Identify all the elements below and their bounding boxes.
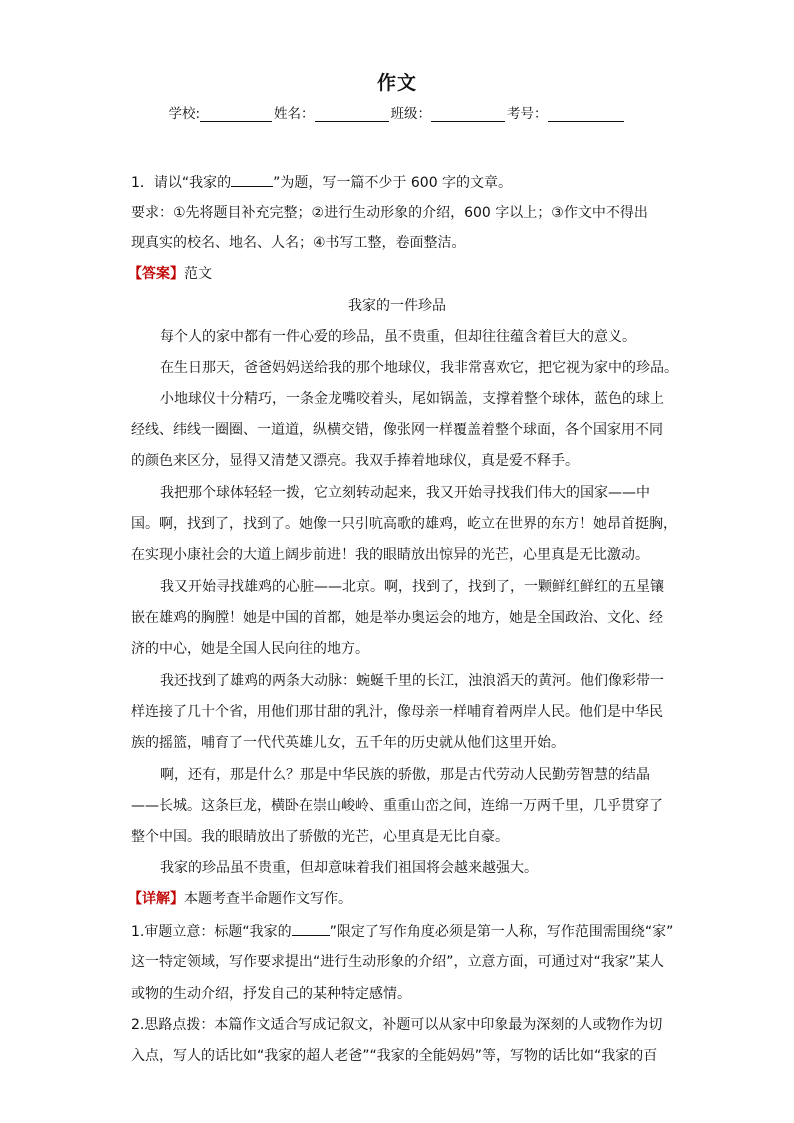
- essay-line: 在生日那天，爸爸妈妈送给我的那个地球仪，我非常喜欢它，把它视为家中的珍品。: [160, 360, 678, 376]
- question-blank: [231, 172, 273, 187]
- answer-label: 【答案】: [128, 266, 184, 282]
- name-label: 姓名：: [274, 106, 315, 122]
- answer-line: [128, 264, 212, 284]
- class-label: 班级：: [390, 106, 432, 122]
- class-blank[interactable]: [431, 107, 505, 122]
- essay-line: ——长城。这条巨龙，横卧在崇山峻岭、重重山峦之间，连绵一万两千里，几乎贯穿了: [131, 798, 663, 814]
- detail-line: 这一特定领域，写作要求提出“进行生动形象的介绍”，立意方面，可通过对“我家”某人: [131, 954, 665, 970]
- question-line: 1．请以“我家的 ”为题，写一篇不少于 600 字的文章。: [131, 172, 512, 193]
- detail-intro: 本题考查半命题作文写作。: [184, 891, 352, 907]
- detail-blank: [292, 921, 330, 936]
- essay-line: 啊，还有，那是什么？那是中华民族的骄傲，那是古代劳动人民勤劳智慧的结晶: [160, 767, 650, 783]
- school-blank[interactable]: [200, 107, 272, 122]
- essay-line: 经线、纬线一圈圈、一道道，纵横交错，像张网一样覆盖着整个球面，各个国家用不同: [131, 422, 663, 438]
- essay-line: 整个中国。我的眼睛放出了骄傲的光芒，心里真是无比自豪。: [131, 829, 509, 845]
- essay-line: 在实现小康社会的大道上阔步前进！我的眼睛放出惊异的光芒，心里真是无比激动。: [131, 547, 649, 563]
- exam-no-label: 考号：: [507, 106, 548, 122]
- detail-line: 入点，写人的话比如“我家的超人老爸”“我家的全能妈妈”等，写物的话比如“我家的百: [131, 1048, 658, 1064]
- essay-line: 我还找到了雄鸡的两条大动脉：蜿蜒千里的长江，浊浪滔天的黄河。他们像彩带一: [160, 673, 664, 689]
- detail-line: 2.思路点拨：本篇作文适合写成记叙文，补题可以从家中印象最为深刻的人或物作为切: [131, 1017, 663, 1033]
- detail-line: [128, 889, 352, 909]
- student-info-line: [0, 102, 794, 122]
- essay-line: 族的摇篮，哺育了一代代英雄儿女，五千年的历史就从他们这里开始。: [131, 735, 565, 751]
- essay-line: 国。啊，找到了，找到了。她像一只引吭高歌的雄鸡，屹立在世界的东方！她昂首挺胸，: [131, 516, 677, 532]
- essay-line: 我又开始寻找雄鸡的心脏——北京。啊，找到了，找到了，一颗鲜红鲜红的五星镶: [160, 579, 664, 595]
- essay-line: 我家的珍品虽不贵重，但却意味着我们祖国将会越来越强大。: [160, 860, 538, 876]
- detail-line: 1.审题立意：标题“我家的 ”限定了写作角度必须是第一人称，写作范围需围绕“家”: [131, 921, 673, 942]
- requirement-line: 要求：①先将题目补充完整；②进行生动形象的介绍，600 字以上；③作文中不得出: [131, 205, 648, 221]
- detail-line: 或物的生动介绍，抒发自己的某种特定感情。: [131, 986, 411, 1002]
- detail-label: 【详解】: [128, 891, 184, 907]
- answer-value: 范文: [184, 266, 212, 282]
- school-label: 学校:: [168, 106, 201, 122]
- essay-line: 的颜色来区分，显得又清楚又漂亮。我双手捧着地球仪，真是爱不释手。: [131, 453, 579, 469]
- page-title: 作文: [376, 72, 417, 94]
- essay-line: 小地球仪十分精巧，一条金龙嘴咬着头，尾如锅盖，支撑着整个球体，蓝色的球上: [160, 391, 664, 407]
- essay-line: 我把那个球体轻轻一拨，它立刻转动起来，我又开始寻找我们伟大的国家——中: [160, 485, 650, 501]
- exam-no-blank[interactable]: [548, 107, 624, 122]
- essay-title: 我家的一件珍品: [348, 298, 446, 314]
- essay-line: 每个人的家中都有一件心爱的珍品，虽不贵重，但却往往蕴含着巨大的意义。: [160, 329, 636, 345]
- name-blank[interactable]: [315, 107, 389, 122]
- essay-line: 嵌在雄鸡的胸膛！她是中国的首都，她是举办奥运会的地方，她是全国政治、文化、经: [131, 610, 663, 626]
- essay-line: 样连接了几十个省，用他们那甘甜的乳汁，像母亲一样哺育着两岸人民。他们是中华民: [131, 704, 663, 720]
- essay-line: 济的中心，她是全国人民向往的地方。: [131, 641, 369, 657]
- requirement-line: 现真实的校名、地名、人名；④书写工整，卷面整洁。: [131, 235, 466, 251]
